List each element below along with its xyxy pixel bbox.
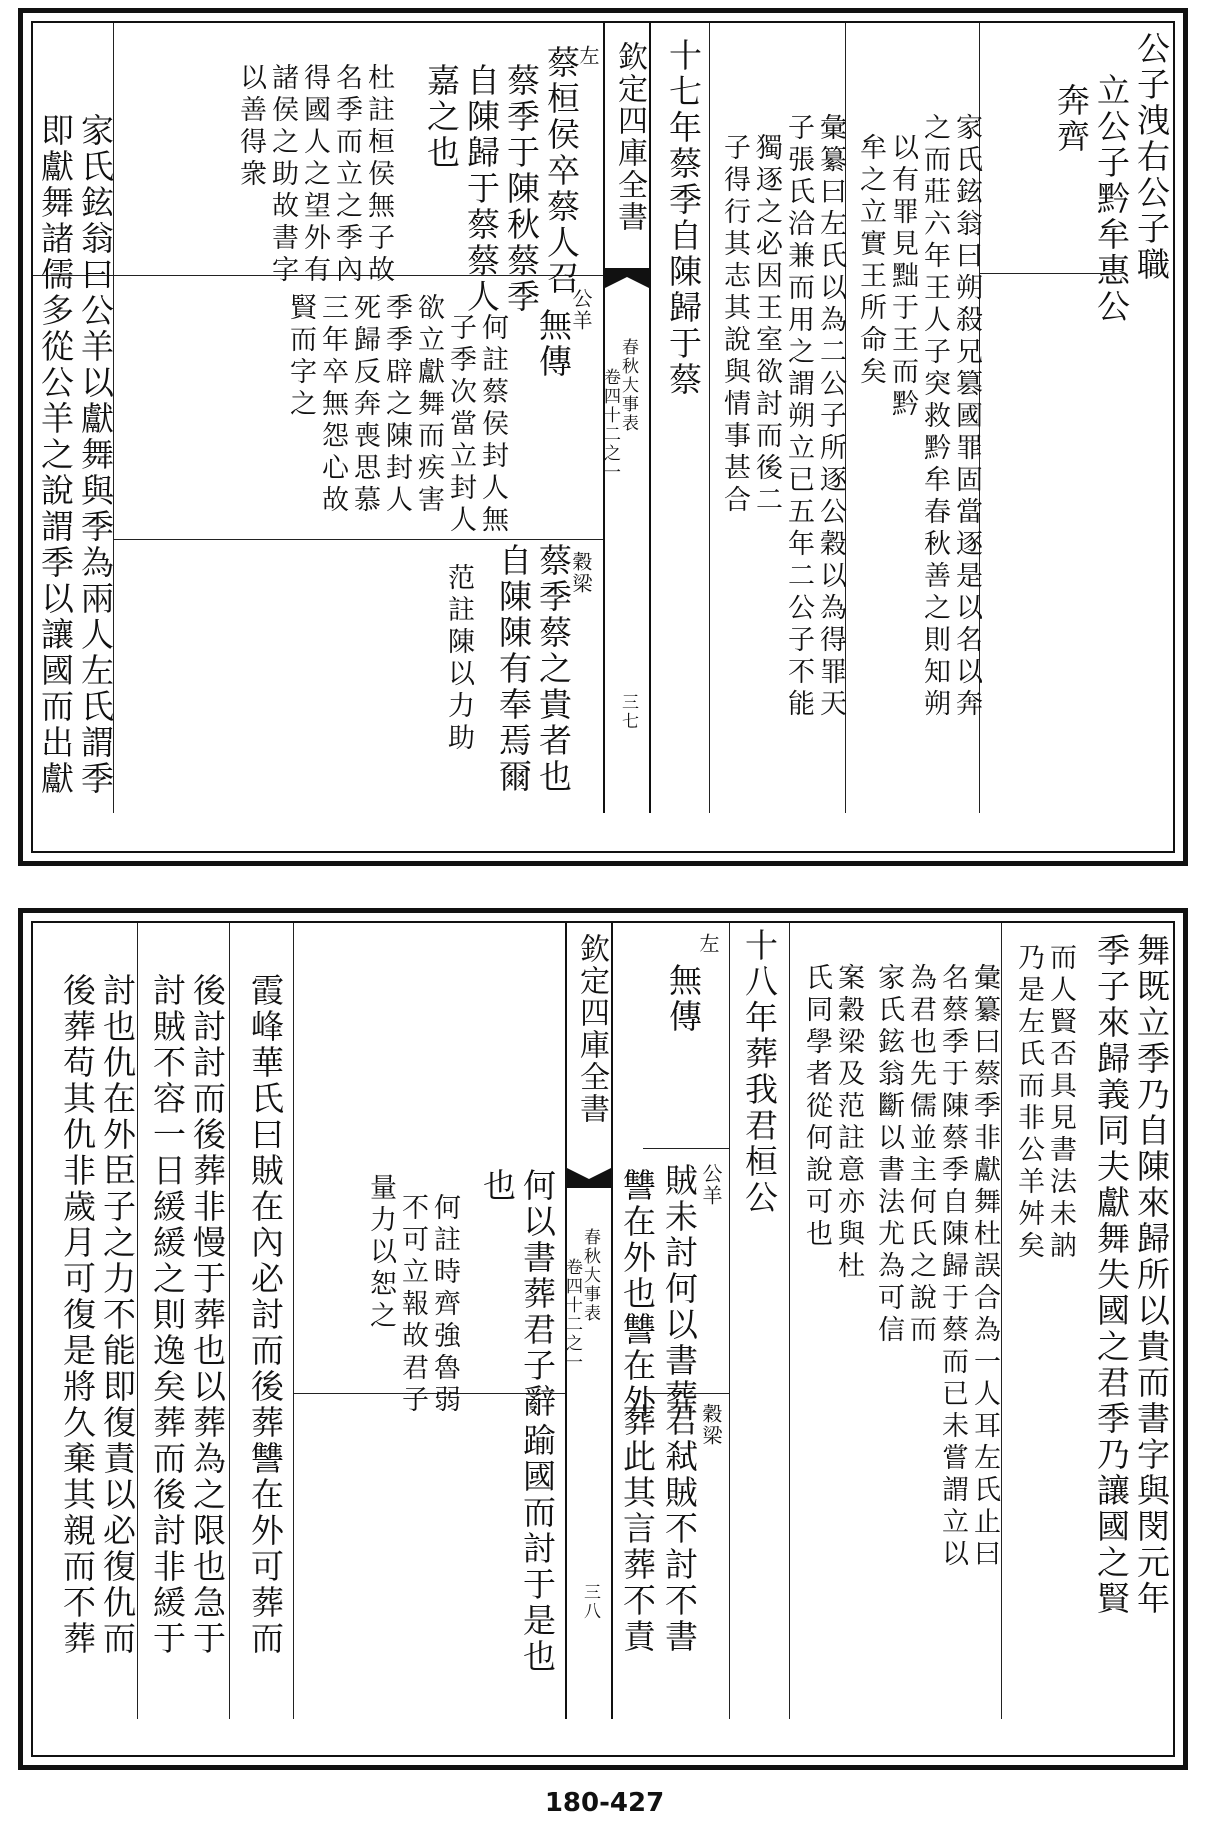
fishtail-mark-top: [605, 268, 649, 288]
center-title: 欽定四庫全書: [574, 933, 609, 1125]
text-column: 賊未討何以書葬: [660, 1163, 699, 1415]
text-column: 季子來歸義同夫獻舞失國之君季乃讓國之賢: [1092, 933, 1131, 1617]
text-column: 討賊不容一日緩緩之則逸矣葬而後討非緩于: [148, 973, 187, 1657]
tradition-label-zuo: 左: [696, 933, 720, 955]
text-column: 無傳: [534, 308, 573, 380]
text-column: 子得行其志其說與情事甚合: [719, 133, 750, 517]
center-volume: 春秋大事表: [580, 1228, 600, 1323]
tradition-label-guliang: 穀梁: [699, 1403, 723, 1447]
text-column: 君弒賊不討不書: [660, 1403, 699, 1655]
text-column: 賢而字之: [285, 293, 316, 421]
text-column: 三年卒無怨心故: [317, 293, 348, 517]
text-column: 自陳歸于蔡蔡人: [462, 63, 501, 315]
text-column: 氏同學者從何說可也: [801, 963, 832, 1251]
text-column: 何註時齊強魯弱: [429, 1193, 460, 1417]
center-margin-strip: [600, 23, 651, 813]
page-number: 三七: [618, 693, 638, 731]
text-column: 舞既立季乃自陳來歸所以貴而書字與閔元年: [1132, 933, 1171, 1617]
text-column: 何以書葬君子辭: [518, 1168, 557, 1420]
column-divider: [137, 923, 138, 1719]
text-column: 子季次當立封人: [445, 313, 476, 537]
upper-page: [18, 8, 1188, 866]
text-column: 諸侯之助故書字: [267, 63, 298, 287]
text-column: 案穀梁及范註意亦與杜: [833, 963, 864, 1283]
text-column: 彙纂曰左氏以為二公子所逐公穀以為得罪天: [815, 113, 846, 721]
text-column: 彙纂曰蔡季非獻舞杜誤合為一人耳左氏止曰: [969, 963, 1000, 1571]
text-column: 葬此其言葬不責: [618, 1403, 657, 1655]
entry-heading: 十八年葬我君桓公: [740, 928, 779, 1216]
text-column: 討也仇在外臣子之力不能即復責以必復仇而: [98, 973, 137, 1657]
text-column: 蔡桓侯卒蔡人召: [542, 45, 581, 297]
text-column: 即獻舞諸儒多從公羊之說謂季以讓國而出獻: [36, 113, 75, 797]
text-column: 死歸反奔喪思慕: [349, 293, 380, 517]
text-column: 而人賢否具見書法未訥: [1045, 943, 1076, 1263]
center-chapter: 卷四十二之一: [600, 368, 620, 482]
footer-page-id: 180-427: [544, 1788, 665, 1818]
text-column: 後討討而後葬非慢于葬也以葬為之限也急于: [188, 973, 227, 1657]
text-column: 蔡季蔡之貴者也: [534, 543, 573, 795]
tradition-label-gongyang: 公羊: [569, 288, 593, 332]
column-divider: [789, 923, 790, 1719]
text-column: 之而莊六年王人子突救黔牟春秋善之則知朔: [919, 113, 950, 721]
text-column: 范註陳以力助: [443, 563, 474, 755]
text-column: 奔齊: [1052, 83, 1091, 155]
cell-divider: [113, 539, 603, 540]
column-divider: [1001, 923, 1002, 1719]
column-divider: [293, 923, 294, 1719]
text-column: 獨逐之必因王室欲討而後二: [751, 133, 782, 517]
center-title: 欽定四庫全書: [612, 41, 647, 233]
text-column: 家氏鉉翁曰公羊以獻舞與季為兩人左氏謂季: [76, 113, 115, 797]
text-column: 公子洩右公子職: [1132, 31, 1171, 283]
upper-page-frame: [31, 21, 1175, 853]
text-column: 子張氏洽兼而用之謂朔立已五年二公子不能: [783, 113, 814, 721]
text-column: 家氏鉉翁曰朔殺兄篡國罪固當逐是以名以奔: [951, 113, 982, 721]
text-column: 也: [478, 1168, 517, 1204]
text-column: 讐在外也讐在外: [618, 1168, 657, 1420]
text-column: 無傳: [664, 963, 703, 1035]
text-column: 季季辟之陳封人: [381, 293, 412, 517]
text-column: 欲立獻舞而疾害: [413, 293, 444, 517]
text-column: 量力以恕之: [365, 1173, 396, 1333]
column-divider: [229, 923, 230, 1719]
lower-page: [18, 908, 1188, 1770]
text-column: 蔡季于陳秋蔡季: [502, 63, 541, 315]
text-column: 何註蔡侯封人無: [477, 313, 508, 537]
page-number: 三八: [580, 1583, 600, 1621]
text-column: 嘉之也: [422, 63, 461, 171]
text-column: 名蔡季于陳蔡季自陳歸于蔡而已未嘗謂立以: [937, 963, 968, 1571]
text-column: 後葬苟其仇非歲月可復是將久棄其親而不葬: [58, 973, 97, 1657]
column-divider: [729, 923, 730, 1719]
text-column: 名季而立之季內: [331, 63, 362, 287]
text-column: 自陳陳有奉焉爾: [494, 543, 533, 795]
text-column: 踰國而討于是也: [518, 1423, 557, 1675]
center-chapter: 卷四十二之一: [562, 1258, 582, 1372]
text-column: 杜註桓侯無子故: [363, 63, 394, 287]
lower-page-frame: [31, 921, 1175, 1757]
text-column: 以有罪見黜于王而黔: [887, 133, 918, 421]
tradition-label-gongyang: 公羊: [699, 1163, 723, 1207]
text-column: 以善得衆: [235, 63, 266, 191]
text-column: 不可立報故君子: [397, 1193, 428, 1417]
text-column: 乃是左氏而非公羊舛矣: [1013, 943, 1044, 1263]
tradition-label-guliang: 穀梁: [569, 551, 593, 595]
tradition-label-zuo: 左: [576, 45, 600, 67]
text-column: 家氏鉉翁斷以書法尤為可信: [873, 963, 904, 1347]
cell-divider: [643, 1148, 729, 1149]
text-column: 霞峰華氏曰賊在內必討而後葬讐在外可葬而: [246, 973, 285, 1657]
center-volume: 春秋大事表: [618, 338, 638, 433]
text-column: 牟之立實王所命矣: [855, 133, 886, 389]
text-column: 立公子黔牟惠公: [1092, 73, 1131, 325]
text-column: 得國人之望外有: [299, 63, 330, 287]
fishtail-mark-top: [567, 1168, 611, 1188]
cell-divider: [979, 273, 1119, 274]
text-column: 為君也先儒並主何氏之說而: [905, 963, 936, 1347]
entry-heading: 十七年蔡季自陳歸于蔡: [664, 38, 703, 398]
column-divider: [709, 23, 710, 813]
center-margin-strip: [562, 923, 613, 1719]
